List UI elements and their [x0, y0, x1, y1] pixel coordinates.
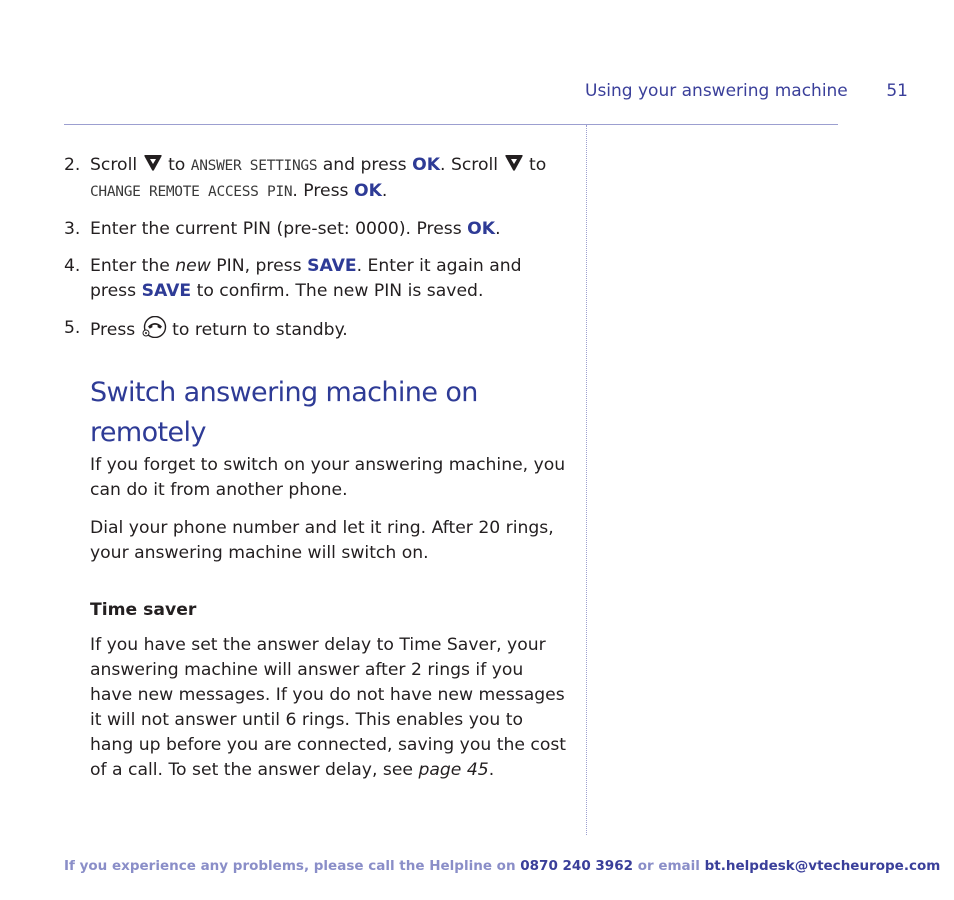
instruction-steps	[64, 153, 569, 343]
step-number: 5.	[64, 318, 81, 338]
step-number: 3.	[64, 219, 81, 239]
emphasis-new: new	[175, 256, 211, 276]
step-text: . Enter it again and press	[90, 256, 522, 301]
step-number: 2.	[64, 155, 81, 175]
step-text: Enter the current PIN (pre-set: 0000). Press	[90, 219, 462, 239]
section-heading: Switch answering machine on remotely	[90, 377, 478, 448]
step-text: . Scroll	[440, 155, 499, 175]
main-content	[64, 153, 569, 796]
column-divider	[586, 125, 587, 835]
step-number: 4.	[64, 256, 81, 276]
step-text: and press	[322, 155, 407, 175]
step-text: PIN, press	[216, 256, 302, 276]
step-text: Press	[90, 320, 136, 340]
ok-key: OK	[467, 219, 496, 239]
step-5	[64, 316, 569, 343]
page-reference: page 45	[418, 760, 489, 780]
step-3	[64, 217, 569, 242]
paragraph-text: If you have set the answer delay to Time Saver, your answering machine will answer after 2 rings if you have new messages. If you do not have new messages it will not answer until 6 rings. This enables you to hang up before you are connected, saving you the cost of a call. To set the answer delay, see	[90, 635, 567, 780]
ok-key: OK	[353, 181, 382, 201]
step-text: to return to standby.	[172, 320, 348, 340]
step-text: to	[529, 155, 547, 175]
paragraph-text: .	[488, 760, 495, 780]
scroll-down-icon	[143, 153, 163, 173]
end-call-icon	[141, 316, 167, 338]
time-saver-heading: Time saver	[90, 600, 197, 620]
lcd-menu-change-remote-access-pin: CHANGE REMOTE ACCESS PIN	[90, 184, 293, 200]
page-header	[585, 81, 910, 105]
footer-text: or email	[637, 858, 700, 874]
footer-text: If you experience any problems, please call the Helpline on	[64, 858, 516, 874]
scroll-down-icon	[504, 153, 524, 173]
step-text: .	[381, 181, 388, 201]
helpline-number: 0870 240 3962	[520, 858, 633, 874]
save-key: SAVE	[141, 281, 192, 301]
lcd-menu-answer-settings: ANSWER SETTINGS	[190, 158, 318, 174]
paragraph: Dial your phone number and let it ring. After 20 rings, your answering machine will switch on.	[90, 518, 554, 563]
helpdesk-email: bt.helpdesk@vtecheurope.com	[704, 858, 941, 874]
footer-helpline	[64, 858, 944, 874]
ok-key: OK	[412, 155, 441, 175]
step-text: Enter the	[90, 256, 170, 276]
save-key: SAVE	[307, 256, 357, 276]
paragraph: If you forget to switch on your answering machine, you can do it from another phone.	[90, 455, 566, 500]
step-text: to confirm. The new PIN is saved.	[196, 281, 484, 301]
section-title: Using your answering machine	[585, 81, 848, 101]
step-text: to	[168, 155, 186, 175]
time-saver-paragraph	[90, 633, 569, 783]
step-text: .	[495, 219, 501, 239]
step-2	[64, 153, 569, 205]
step-text: . Press	[292, 181, 349, 201]
step-4	[64, 254, 569, 304]
page-number: 51	[886, 81, 908, 101]
header-divider	[64, 124, 838, 125]
step-text: Scroll	[90, 155, 138, 175]
